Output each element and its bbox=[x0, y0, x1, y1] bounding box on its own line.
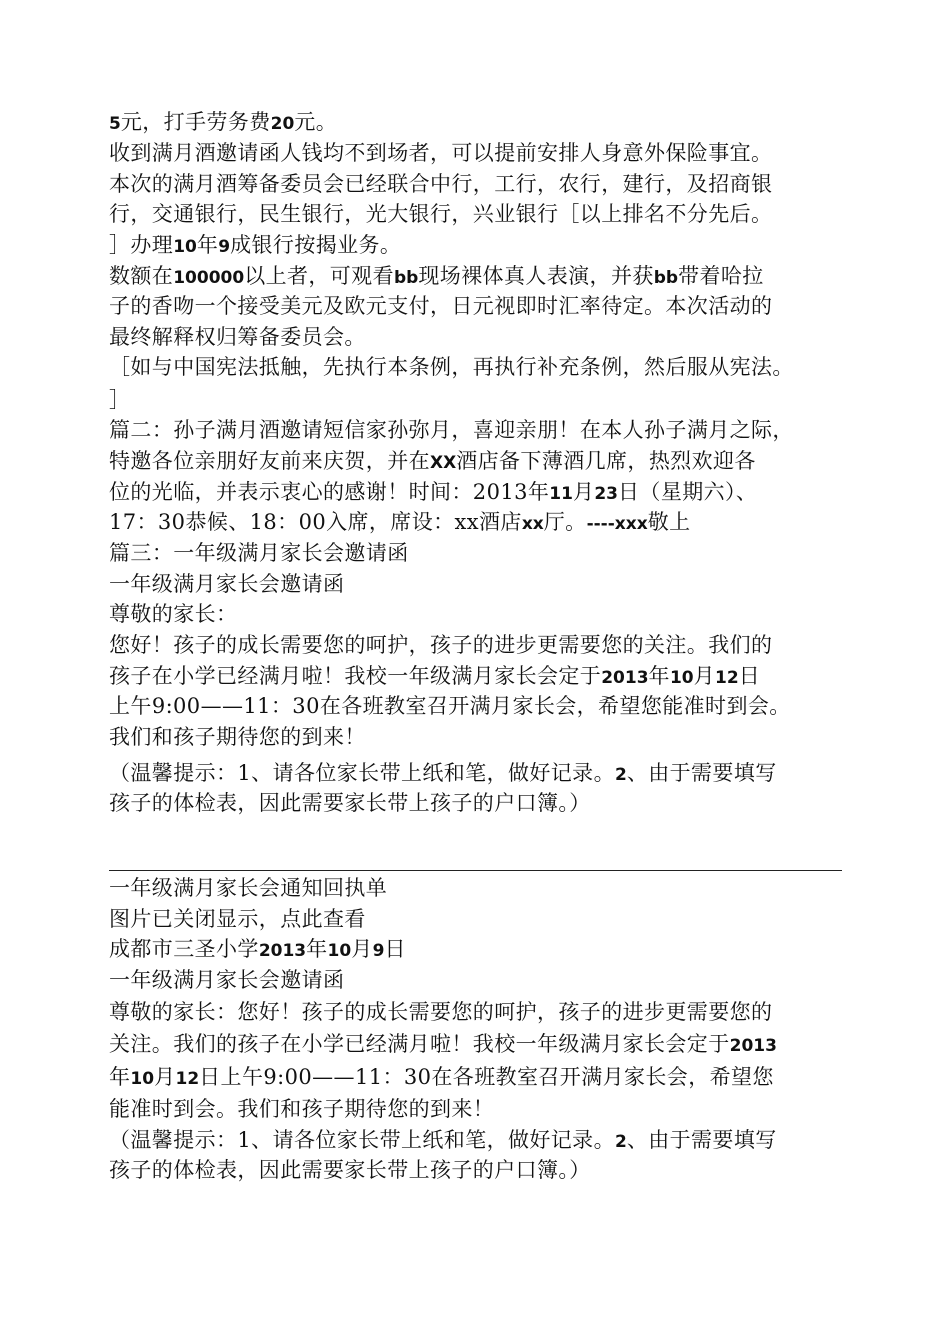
text-line: 5元，打手劳务费20元。 bbox=[109, 110, 338, 134]
text-line: ］ bbox=[109, 388, 131, 412]
text-line: （温馨提示：1、请各位家长带上纸和笔，做好记录。2、由于需要填写 bbox=[109, 761, 777, 785]
text-line: 本次的满月酒筹备委员会已经联合中行，工行，农行，建行，及招商银 bbox=[109, 172, 773, 196]
text-line: 您好！孩子的成长需要您的呵护，孩子的进步更需要您的关注。我们的 bbox=[109, 633, 773, 657]
text-line: 子的香吻一个接受美元及欧元支付，日元视即时汇率待定。本次活动的 bbox=[109, 294, 773, 318]
horizontal-divider bbox=[109, 870, 842, 871]
text-line: 孩子在小学已经满月啦！我校一年级满月家长会定于2013年10月12日 bbox=[109, 664, 761, 688]
text-line: 关注。我们的孩子在小学已经满月啦！我校一年级满月家长会定于2013 bbox=[109, 1032, 777, 1056]
text-line: 篇二：孙子满月酒邀请短信家孙弥月，喜迎亲朋！在本人孙子满月之际， bbox=[109, 418, 794, 442]
text-line: ］办理10年9成银行按揭业务。 bbox=[109, 233, 402, 257]
text-line: （温馨提示：1、请各位家长带上纸和笔，做好记录。2、由于需要填写 bbox=[109, 1128, 777, 1152]
section-heading: 篇三：一年级满月家长会邀请函 bbox=[109, 541, 409, 565]
image-placeholder-link[interactable]: 图片已关闭显示，点此查看 bbox=[109, 907, 366, 931]
text-line: 年10月12日上午9:00——11：30在各班教室召开满月家长会，希望您 bbox=[109, 1065, 774, 1089]
text-line: 我们和孩子期待您的到来！ bbox=[109, 725, 366, 749]
receipt-title: 一年级满月家长会通知回执单 bbox=[109, 876, 388, 900]
letter-title: 一年级满月家长会邀请函 bbox=[109, 968, 345, 992]
text-line: 收到满月酒邀请函人钱均不到场者，可以提前安排人身意外保险事宜。 bbox=[109, 141, 773, 165]
letter-title: 一年级满月家长会邀请函 bbox=[109, 572, 345, 596]
text-line: 特邀各位亲朋好友前来庆贺，并在XX酒店备下薄酒几席，热烈欢迎各 bbox=[109, 449, 756, 473]
text-line: 最终解释权归筹备委员会。 bbox=[109, 325, 366, 349]
text-line: 尊敬的家长：您好！孩子的成长需要您的呵护，孩子的进步更需要您的 bbox=[109, 1000, 773, 1024]
text-line: ［如与中国宪法抵触，先执行本条例，再执行补充条例，然后服从宪法。 bbox=[109, 355, 794, 379]
text-line: 能准时到会。我们和孩子期待您的到来！ bbox=[109, 1097, 495, 1121]
text-line: 数额在100000以上者，可观看bb现场裸体真人表演，并获bb带着哈拉 bbox=[109, 264, 764, 288]
text-line: 上午9:00——11：30在各班教室召开满月家长会，希望您能准时到会。 bbox=[109, 694, 791, 718]
salutation: 尊敬的家长： bbox=[109, 602, 238, 626]
text-line: 行，交通银行，民生银行，光大银行，兴业银行［以上排名不分先后。 bbox=[109, 202, 773, 226]
school-date-line: 成都市三圣小学2013年10月9日 bbox=[109, 937, 406, 961]
text-line: 孩子的体检表，因此需要家长带上孩子的户口簿。） bbox=[109, 1158, 591, 1182]
text-line: 孩子的体检表，因此需要家长带上孩子的户口簿。） bbox=[109, 791, 591, 815]
text-line: 17：30恭候、18：00入席，席设：xx酒店xx厅。----xxx敬上 bbox=[109, 510, 691, 534]
text-line: 位的光临，并表示衷心的感谢！时间：2013年11月23日（星期六）、 bbox=[109, 480, 758, 504]
